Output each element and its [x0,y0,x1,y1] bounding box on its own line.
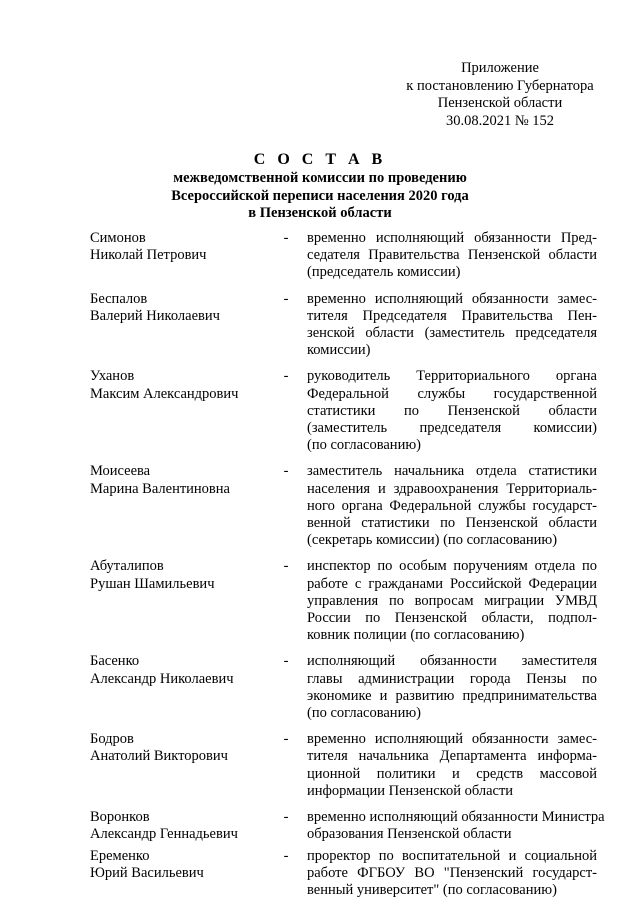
member-role-line: работе с гражданами Российской Федерации [307,575,597,592]
member-role-line: руководитель Территориального органа [307,368,597,385]
title-line-1: межведомственной комиссии по проведению [173,170,467,186]
appendix-label: Приложение [461,60,539,76]
member-role [307,653,597,722]
member-role-line: (по согласованию) [307,437,421,454]
member-given-name: Николай Петрович [90,247,207,264]
member-dash: - [283,731,289,748]
member-role [307,558,597,644]
title-line-2: Всероссийской переписи населения 2020 года [171,187,469,204]
member-surname: Уханов [90,368,135,385]
member-entry [90,463,600,549]
member-given-name: Марина Валентиновна [90,480,230,497]
member-role-line: временно исполняющий обязанности замес- [307,731,597,748]
member-surname: Беспалов [90,290,148,307]
member-name [90,463,280,497]
member-surname: Абуталипов [90,558,164,575]
member-role-line: статистики по Пензенской области [307,402,597,419]
appendix-date-number: 30.08.2021 № 152 [445,112,555,129]
member-dash: - [283,290,289,307]
member-role-line: ционной политики и средств массовой [307,765,597,782]
appendix-resolution: к постановлению Губернатора [406,77,594,94]
member-role-line: тителя Председателя Правительства Пен- [307,307,597,324]
member-role [307,809,605,843]
member-role-line: информации Пензенской области [307,782,514,799]
member-name [90,848,280,882]
member-role [307,368,597,454]
member-name [90,653,280,687]
member-role-line: Федеральной службы государственной [307,385,597,402]
member-role-line: (заместитель председателя комиссии) [307,420,597,437]
member-name [90,809,280,843]
member-given-name: Анатолий Викторович [90,748,228,765]
member-role-line: населения и здравоохранения Территориаль- [307,480,597,497]
member-role-line: комиссии) [307,342,371,359]
member-surname: Бодров [90,731,134,748]
member-role [307,731,597,800]
member-role-line: временно исполняющий обязанности Пред- [307,230,597,246]
member-role-line: управления по вопросам миграции УМВД [307,592,597,609]
member-entry [90,809,605,843]
member-dash: - [283,463,289,480]
member-role-line: главы администрации города Пензы по [307,670,597,687]
member-role [307,291,597,360]
member-entry [90,230,600,282]
member-role-line: седателя Правительства Пензенской области [307,247,597,264]
member-surname: Моисеева [90,463,151,480]
member-role [307,230,597,282]
member-surname: Симонов [90,230,146,246]
member-role-line: экономике и развитию предпринимательства [307,687,597,704]
member-dash: - [283,558,289,575]
member-role-line: работе ФГБОУ ВО "Пензенский государст- [307,864,597,881]
member-surname: Басенко [90,653,140,670]
member-given-name: Рушан Шамильевич [90,575,215,592]
member-name [90,291,280,325]
member-role-line: временно исполняющий обязанности замес- [307,290,597,307]
member-role [307,463,597,549]
title-line-3: в Пензенской области [248,205,392,221]
member-role-line: тителя начальника Департамента информа- [307,748,597,765]
member-given-name: Валерий Николаевич [90,307,220,324]
member-role-line: исполняющий обязанности заместителя [307,653,597,670]
member-entry [90,558,600,644]
member-role-line: (секретарь комиссии) (по согласованию) [307,532,558,549]
member-role-line: ного органа Федеральной службы государст- [307,497,597,514]
member-role-line: ковник полиции (по согласованию) [307,627,525,644]
member-role [307,848,597,900]
appendix-region: Пензенской области [437,95,563,111]
member-dash: - [283,653,289,670]
member-role-line: образования Пензенской области [307,826,512,843]
member-role-line: (по согласованию) [307,705,421,722]
member-entry [90,653,600,722]
member-surname: Еременко [90,847,150,864]
member-name [90,230,280,264]
member-role-line: (председатель комиссии) [307,264,461,281]
member-role-line: зенской области (заместитель председателя [307,325,597,342]
member-entry [90,731,600,800]
member-role-line: венный университет" (по согласованию) [307,881,557,898]
member-role-line: России по Пензенской области, подпол- [307,610,597,627]
member-role-line: венной статистики по Пензенской области [307,515,597,532]
document-title [60,150,580,223]
member-role-line: инспектор по особым поручениям отдела по [307,558,597,575]
title-heading: С О С Т А В [253,151,387,168]
member-name [90,558,280,592]
member-given-name: Юрий Васильевич [90,864,204,881]
member-dash: - [283,368,289,385]
member-role-line: проректор по воспитательной и социальной [307,847,597,864]
member-entry [90,291,600,360]
appendix-note [380,60,620,130]
member-dash: - [283,230,289,246]
members-list [90,230,605,899]
member-given-name: Максим Александрович [90,385,239,402]
member-name [90,731,280,765]
member-name [90,368,280,402]
member-surname: Воронков [90,809,150,826]
member-given-name: Александр Николаевич [90,670,234,687]
member-dash: - [283,847,289,864]
member-entry [90,368,600,454]
member-role-line: временно исполняющий обязанности Министра [307,809,605,826]
member-given-name: Александр Геннадьевич [90,826,238,843]
member-entry [90,848,600,900]
member-dash: - [283,809,289,826]
member-role-line: заместитель начальника отдела статистики [307,463,597,480]
